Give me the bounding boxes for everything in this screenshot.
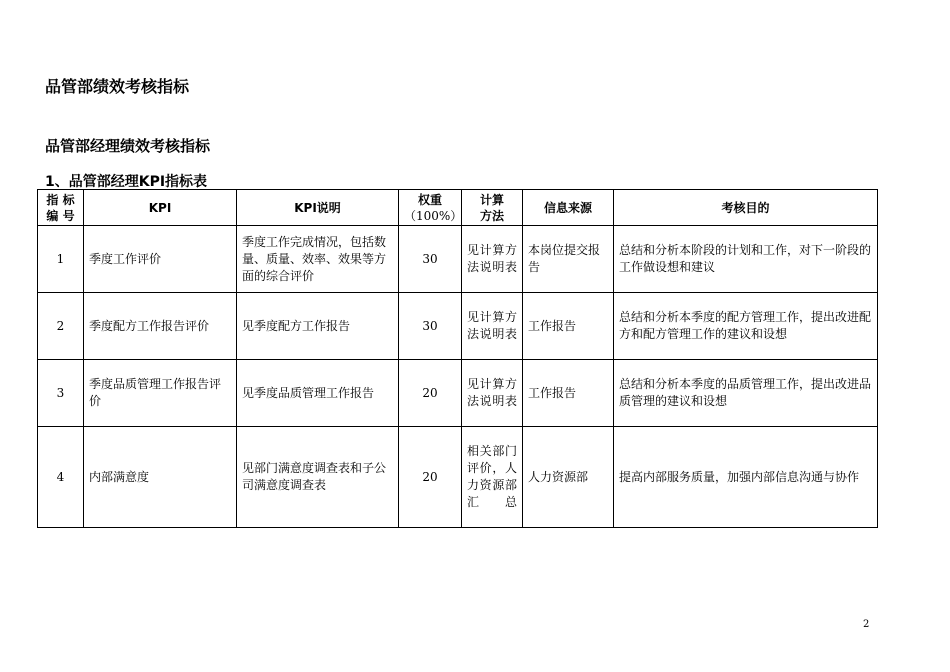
cell-weight: 20 bbox=[399, 427, 462, 528]
cell-no: 2 bbox=[38, 293, 84, 360]
cell-kpi: 季度工作评价 bbox=[84, 226, 237, 293]
cell-source: 人力资源部 bbox=[523, 427, 614, 528]
section-subtitle: 品管部经理绩效考核指标 bbox=[45, 137, 211, 155]
header-kpi: KPI bbox=[84, 190, 237, 226]
header-no: 指 标 编 号 bbox=[38, 190, 84, 226]
cell-goal: 总结和分析本阶段的计划和工作，对下一阶段的工作做设想和建议 bbox=[614, 226, 878, 293]
table-row bbox=[38, 427, 878, 528]
cell-kpi: 季度品质管理工作报告评价 bbox=[84, 360, 237, 427]
cell-weight: 30 bbox=[399, 293, 462, 360]
cell-kpi: 季度配方工作报告评价 bbox=[84, 293, 237, 360]
cell-no: 4 bbox=[38, 427, 84, 528]
table-row bbox=[38, 293, 878, 360]
cell-calc: 见计算方法说明表 bbox=[462, 226, 523, 293]
cell-calc: 见计算方法说明表 bbox=[462, 293, 523, 360]
cell-no: 3 bbox=[38, 360, 84, 427]
table-header-row bbox=[38, 190, 878, 226]
header-weight: 权重 （100%） bbox=[399, 190, 462, 226]
page-number: 2 bbox=[863, 619, 870, 630]
cell-kpi: 内部满意度 bbox=[84, 427, 237, 528]
header-calc: 计算 方法 bbox=[462, 190, 523, 226]
cell-calc: 相关部门评价，人力资源部汇总 bbox=[462, 427, 523, 528]
cell-source: 工作报告 bbox=[523, 293, 614, 360]
header-source: 信息来源 bbox=[523, 190, 614, 226]
table-row bbox=[38, 226, 878, 293]
table-caption: 1、品管部经理KPI指标表 bbox=[45, 174, 208, 190]
cell-goal: 总结和分析本季度的品质管理工作，提出改进品质管理的建议和设想 bbox=[614, 360, 878, 427]
header-desc: KPI说明 bbox=[237, 190, 399, 226]
cell-no: 1 bbox=[38, 226, 84, 293]
cell-source: 本岗位提交报告 bbox=[523, 226, 614, 293]
cell-calc: 见计算方法说明表 bbox=[462, 360, 523, 427]
page-title: 品管部绩效考核指标 bbox=[45, 77, 190, 96]
cell-source: 工作报告 bbox=[523, 360, 614, 427]
cell-goal: 总结和分析本季度的配方管理工作，提出改进配方和配方管理工作的建议和设想 bbox=[614, 293, 878, 360]
cell-goal: 提高内部服务质量，加强内部信息沟通与协作 bbox=[614, 427, 878, 528]
cell-weight: 30 bbox=[399, 226, 462, 293]
header-goal: 考核目的 bbox=[614, 190, 878, 226]
cell-desc: 季度工作完成情况，包括数量、质量、效率、效果等方面的综合评价 bbox=[237, 226, 399, 293]
cell-desc: 见季度配方工作报告 bbox=[237, 293, 399, 360]
kpi-table bbox=[37, 189, 878, 528]
cell-weight: 20 bbox=[399, 360, 462, 427]
cell-desc: 见季度品质管理工作报告 bbox=[237, 360, 399, 427]
cell-desc: 见部门满意度调查表和子公司满意度调查表 bbox=[237, 427, 399, 528]
table-row bbox=[38, 360, 878, 427]
